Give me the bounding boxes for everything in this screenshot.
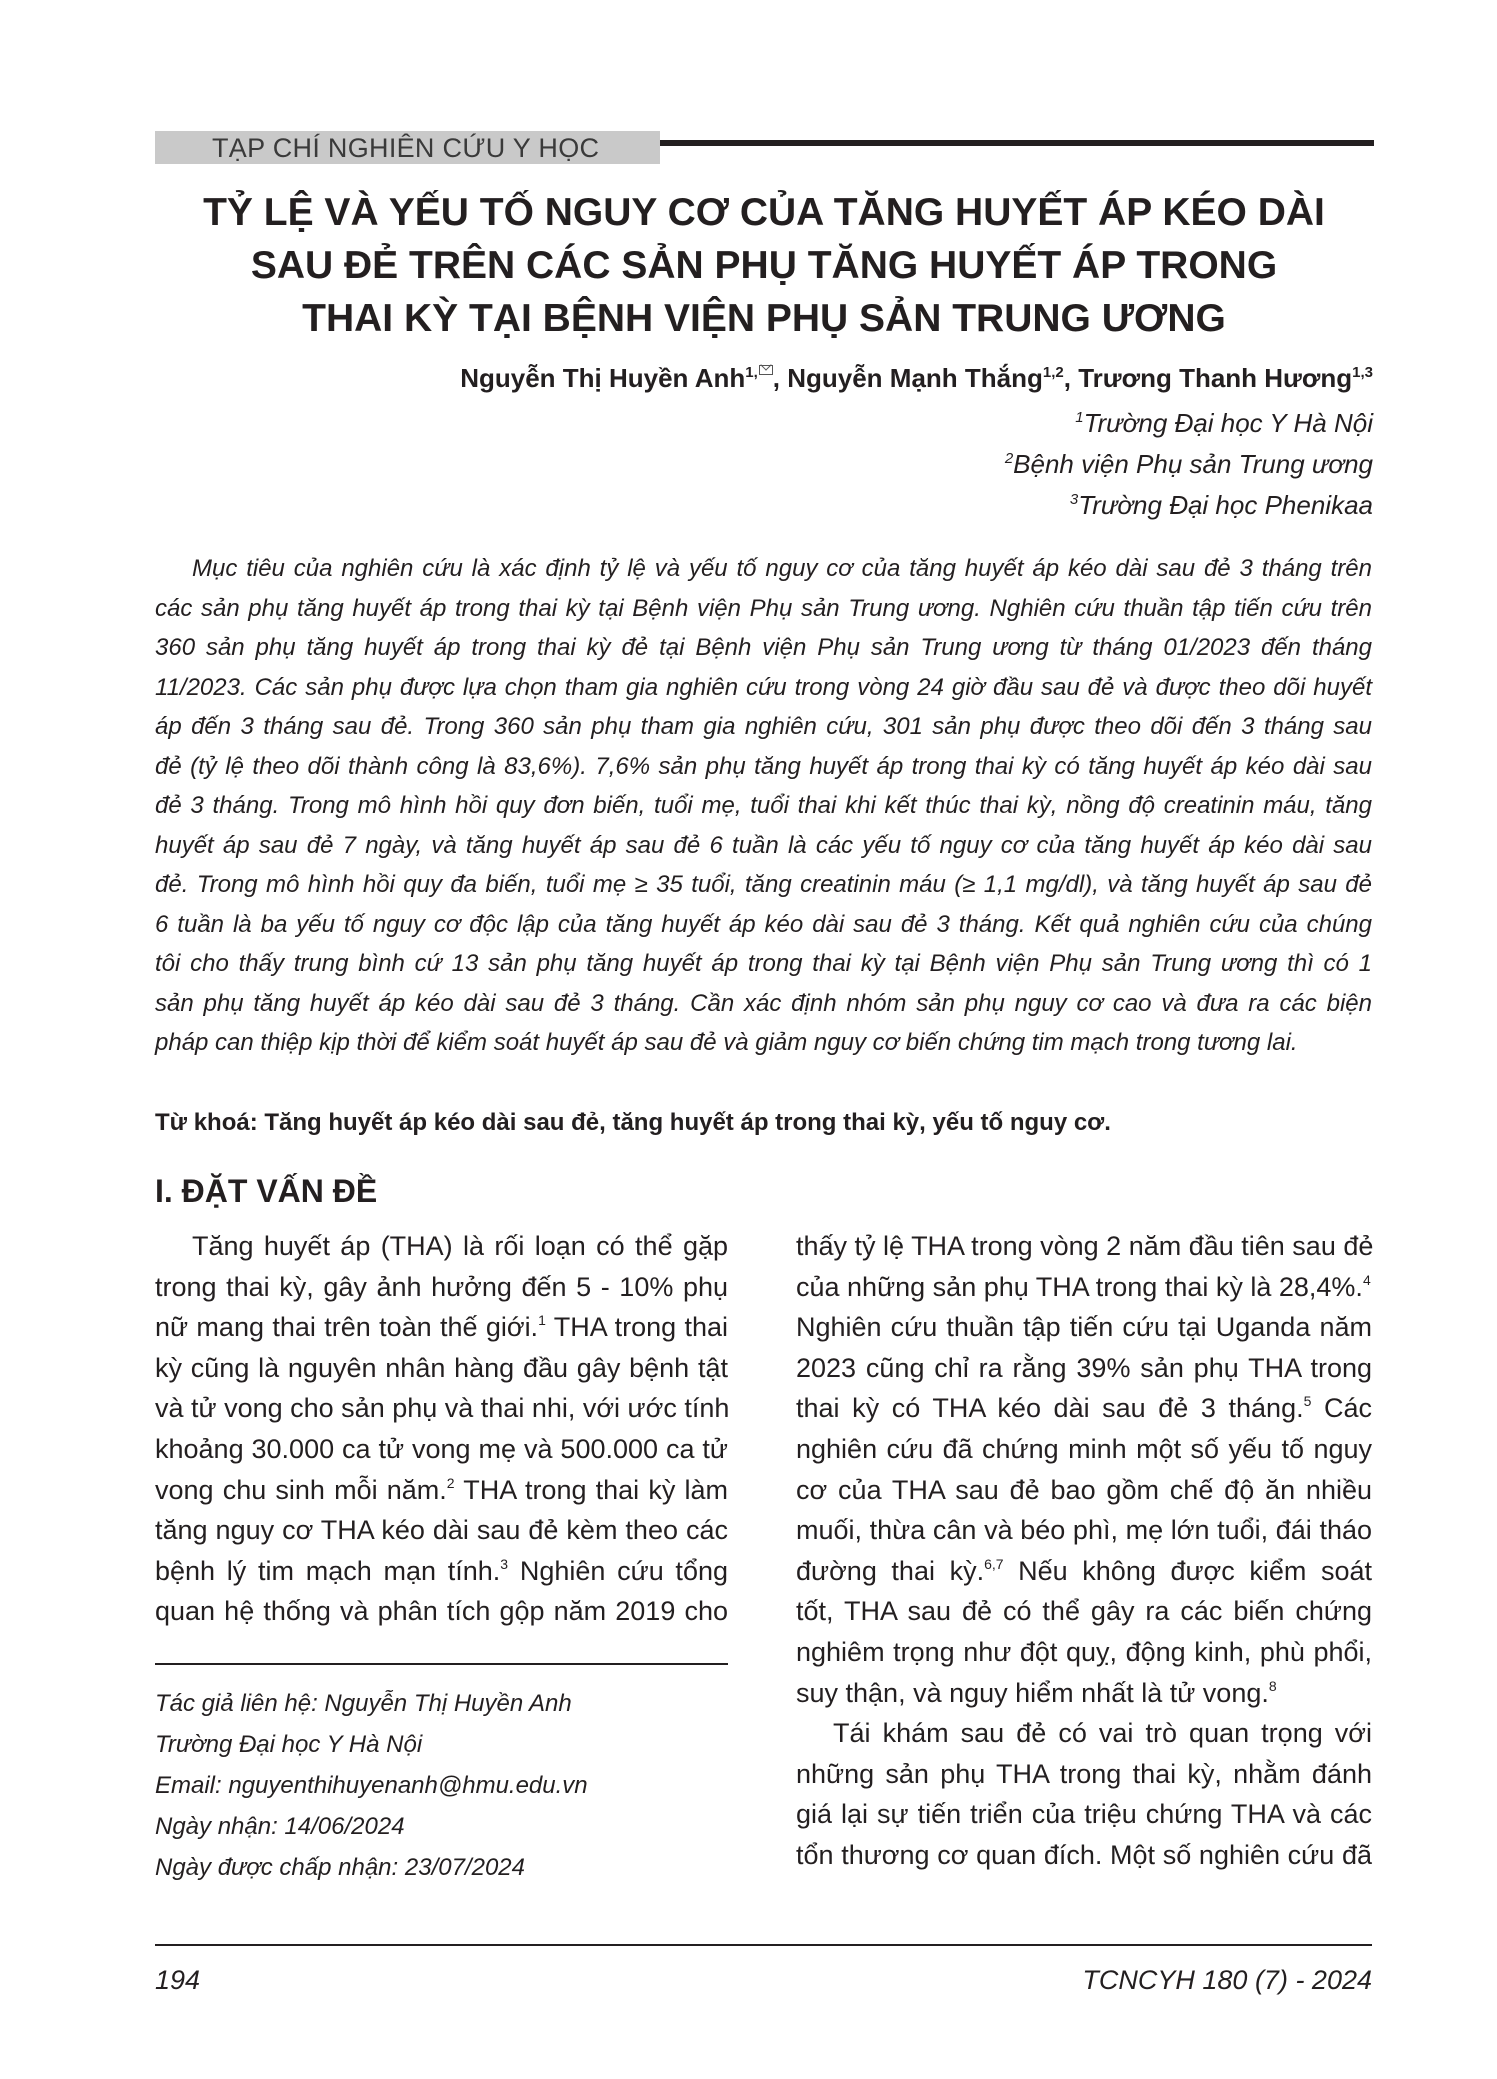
body-text: tốt, THA sau đẻ có thể gây ra các biến chứng — [796, 1596, 1372, 1627]
body-text: THA trong thai — [545, 1312, 728, 1343]
body-text: Các — [1311, 1393, 1372, 1424]
body-text: đường thai kỳ. — [796, 1555, 985, 1586]
body-line — [155, 1470, 728, 1511]
body-line — [796, 1307, 1372, 1348]
body-text: vong chu sinh mỗi năm. — [155, 1474, 447, 1505]
affiliation — [1005, 485, 1373, 526]
author-separator: , — [772, 363, 788, 393]
abstract-line: huyết áp sau đẻ 7 ngày, và tăng huyết áp sau đẻ 6 tuần là các yếu tố nguy cơ của tăng huyết áp kéo dài sau — [155, 831, 1372, 859]
correspondence-line: Email: nguyenthihuyenanh@hmu.edu.vn — [155, 1772, 588, 1799]
body-line — [796, 1510, 1372, 1551]
body-line — [796, 1794, 1372, 1835]
body-line — [796, 1754, 1372, 1795]
body-line — [155, 1510, 728, 1551]
correspondence-line: Trường Đại học Y Hà Nội — [155, 1731, 423, 1758]
author-name: Trương Thanh Hương — [1078, 363, 1353, 393]
citation-sup: 8 — [1268, 1677, 1277, 1694]
body-text: muối, thừa cân và béo phì, mẹ lớn tuổi, đái tháo — [796, 1515, 1372, 1546]
author-name: Nguyễn Thị Huyền Anh — [460, 363, 746, 393]
body-line — [155, 1429, 728, 1470]
footnote-rule — [155, 1663, 728, 1665]
keywords: Từ khoá: Tăng huyết áp kéo dài sau đẻ, tăng huyết áp trong thai kỳ, yếu tố nguy cơ. — [155, 1109, 1111, 1136]
body-line — [796, 1673, 1372, 1714]
body-text: những sản phụ THA trong thai kỳ, nhằm đánh — [796, 1758, 1372, 1789]
body-text: của những sản phụ THA trong thai kỳ là 28,4%. — [796, 1271, 1363, 1302]
body-line — [155, 1591, 728, 1632]
title-line: TỶ LỆ VÀ YẾU TỐ NGUY CƠ CỦA TĂNG HUYẾT ÁP KÉO DÀI — [203, 191, 1325, 234]
abstract-line: pháp can thiệp kịp thời để kiểm soát huyết áp sau đẻ và giảm nguy cơ biến chứng tim mạch trong tương lai. — [155, 1029, 1298, 1056]
body-line — [796, 1470, 1372, 1511]
body-text: thấy tỷ lệ THA trong vòng 2 năm đầu tiên sau đẻ — [796, 1231, 1374, 1261]
correspondence-line: Tác giả liên hệ: Nguyễn Thị Huyền Anh — [155, 1690, 572, 1717]
author-list — [460, 361, 1373, 395]
correspondence-line: Ngày được chấp nhận: 23/07/2024 — [155, 1854, 525, 1881]
abstract-line: đẻ (tỷ lệ theo dõi thành công là 83,6%). 7,6% sản phụ tăng huyết áp trong thai kỳ có tăng huyết áp kéo dài sau — [155, 752, 1372, 780]
correspondence-footnote — [155, 1683, 588, 1888]
abstract-line: 6 tuần là ba yếu tố nguy cơ độc lập của tăng huyết áp kéo dài sau đẻ 3 tháng. Kết quả nghiên cứu của chúng — [155, 910, 1372, 938]
body-text: Nghiên cứu thuần tập tiến cứu tại Uganda năm — [796, 1312, 1372, 1343]
citation-sup: 4 — [1362, 1271, 1371, 1288]
abstract-line: áp đến 3 tháng sau đẻ. Trong 360 sản phụ tham gia nghiên cứu, 301 sản phụ được theo dõi đến 3 tháng sau — [155, 713, 1372, 740]
body-line — [796, 1591, 1372, 1632]
body-text: tăng nguy cơ THA kéo dài sau đẻ kèm theo các — [155, 1515, 728, 1546]
citation-sup: 2 — [446, 1474, 455, 1491]
body-line — [796, 1267, 1372, 1308]
correspondence-line: Ngày nhận: 14/06/2024 — [155, 1813, 405, 1840]
affiliation-text: Trường Đại học Y Hà Nội — [1083, 408, 1373, 438]
body-text: quan hệ thống và phân tích gộp năm 2019 cho — [155, 1596, 728, 1627]
journal-name: TẠP CHÍ NGHIÊN CỨU Y HỌC — [212, 133, 600, 163]
abstract — [155, 549, 1372, 1063]
author-affiliation-sup: 1,2 — [1042, 364, 1064, 381]
affiliation-list — [1005, 403, 1373, 526]
abstract-line: đẻ. Trong mô hình hồi quy đa biến, tuổi mẹ ≥ 35 tuổi, tăng creatinin máu (≥ 1,1 mg/dl), và tăng huyết áp sau đẻ — [155, 871, 1372, 898]
header-rule — [660, 140, 1374, 146]
body-column-left — [155, 1226, 728, 1632]
body-line — [796, 1551, 1372, 1592]
body-text: 2023 cũng chỉ ra rằng 39% sản phụ THA trong — [796, 1352, 1372, 1383]
body-text: Nghiên cứu tổng — [508, 1555, 728, 1586]
affiliation-text: Trường Đại học Phenikaa — [1078, 490, 1373, 520]
body-text: nghiên cứu đã chứng minh một số yếu tố nguy — [796, 1433, 1372, 1464]
citation-sup: 6,7 — [984, 1555, 1004, 1572]
body-text: Tái khám sau đẻ có vai trò quan trọng với — [833, 1718, 1372, 1749]
affiliation-text: Bệnh viện Phụ sản Trung ương — [1013, 449, 1373, 479]
footer-rule — [155, 1944, 1372, 1946]
body-text: suy thận, và nguy hiểm nhất là tử vong. — [796, 1677, 1269, 1708]
journal-issue: TCNCYH 180 (7) - 2024 — [1082, 1965, 1372, 1995]
body-column-right — [796, 1226, 1372, 1876]
body-text: kỳ cũng là nguyên nhân hàng đầu gây bệnh tật — [155, 1352, 728, 1383]
body-text: THA trong thai kỳ làm — [454, 1474, 729, 1505]
body-text: thai kỳ có THA kéo dài sau đẻ 3 tháng. — [796, 1393, 1304, 1424]
citation-sup: 5 — [1303, 1393, 1312, 1410]
body-line — [155, 1307, 728, 1348]
body-text: khoảng 30.000 ca tử vong mẹ và 500.000 ca tử — [155, 1433, 728, 1464]
body-text: trong thai kỳ, gây ảnh hưởng đến 5 - 10% phụ — [155, 1271, 728, 1302]
article-title — [150, 186, 1378, 345]
body-text: và tử vong cho sản phụ và thai nhi, với ước tính — [155, 1393, 730, 1424]
abstract-line: 360 sản phụ tăng huyết áp trong thai kỳ đẻ tại Bệnh viện Phụ sản Trung ương từ tháng 01/2023 đến tháng — [155, 634, 1372, 661]
author-affiliation-sup: 1,3 — [1352, 364, 1373, 381]
body-line — [796, 1348, 1372, 1389]
page-number: 194 — [155, 1965, 201, 1995]
affiliation — [1005, 444, 1373, 485]
citation-sup: 3 — [500, 1555, 509, 1572]
abstract-line: đẻ 3 tháng. Trong mô hình hồi quy đơn biến, tuổi mẹ, tuổi thai khi kết thúc thai kỳ, nồng độ creatinin máu, tăng — [155, 792, 1372, 819]
title-line: SAU ĐẺ TRÊN CÁC SẢN PHỤ TĂNG HUYẾT ÁP TRONG — [250, 244, 1278, 287]
body-line — [796, 1429, 1372, 1470]
body-text: Nếu không được kiểm soát — [1003, 1555, 1372, 1586]
body-text: nghiêm trọng như đột quỵ, động kinh, phù phổi, — [796, 1636, 1372, 1667]
body-text: Tăng huyết áp (THA) là rối loạn có thể gặp — [192, 1231, 728, 1261]
body-line — [796, 1713, 1372, 1754]
body-line — [155, 1226, 728, 1267]
abstract-line: Mục tiêu của nghiên cứu là xác định tỷ lệ và yếu tố nguy cơ của tăng huyết áp kéo dài sau đẻ 3 tháng trên — [192, 555, 1372, 582]
author-name: Nguyễn Mạnh Thắng — [787, 363, 1043, 393]
body-text: cơ của THA sau đẻ bao gồm chế độ ăn nhiều — [796, 1474, 1372, 1505]
body-text: bệnh lý tim mạch mạn tính. — [155, 1555, 501, 1586]
author-separator: , — [1063, 363, 1079, 393]
citation-sup: 1 — [538, 1312, 546, 1329]
body-line — [796, 1835, 1372, 1876]
body-text: nữ mang thai trên toàn thế giới. — [155, 1312, 539, 1343]
title-line: THAI KỲ TẠI BỆNH VIỆN PHỤ SẢN TRUNG ƯƠNG — [302, 297, 1226, 340]
affiliation-number: 3 — [1069, 491, 1079, 508]
section-heading: I. ĐẶT VẤN ĐỀ — [155, 1173, 378, 1209]
body-line — [155, 1388, 728, 1429]
affiliation-number: 1 — [1075, 409, 1084, 426]
body-line — [155, 1348, 728, 1389]
body-line — [155, 1551, 728, 1592]
body-line — [796, 1226, 1372, 1267]
affiliation-number: 2 — [1004, 450, 1014, 467]
affiliation — [1005, 403, 1373, 444]
abstract-line: tôi cho thấy trung bình cứ 13 sản phụ tăng huyết áp trong thai kỳ tại Bệnh viện Phụ sản Trung ương thì có 1 — [155, 950, 1372, 977]
body-line — [155, 1267, 728, 1308]
author-affiliation-sup: 1, — [745, 364, 758, 381]
abstract-line: các sản phụ tăng huyết áp trong thai kỳ tại Bệnh viện Phụ sản Trung ương. Nghiên cứu thuần tập tiến cứu trên — [155, 594, 1372, 622]
body-line — [796, 1388, 1372, 1429]
body-line — [796, 1632, 1372, 1673]
body-text: tổn thương cơ quan đích. Một số nghiên cứu đã — [796, 1839, 1372, 1870]
mail-icon — [759, 365, 773, 375]
abstract-line: 11/2023. Các sản phụ được lựa chọn tham gia nghiên cứu trong vòng 24 giờ đầu sau đẻ và được theo dõi huyết — [155, 673, 1372, 701]
body-text: giá lại sự tiến triển của triệu chứng THA và các — [796, 1799, 1372, 1830]
abstract-line: sản phụ tăng huyết áp kéo dài sau đẻ 3 tháng. Cần xác định nhóm sản phụ nguy cơ cao và đưa ra các biện — [155, 989, 1372, 1017]
